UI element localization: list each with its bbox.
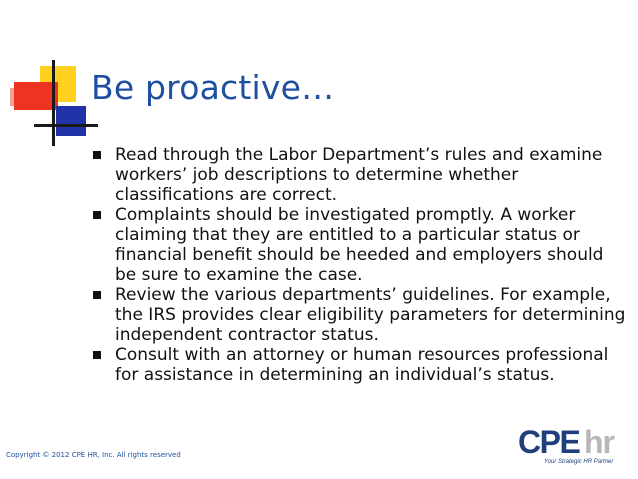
- bullet-text: Complaints should be investigated promptly. A worker claiming that they are entitled to a particular status or financial benefit should be heeded and employers should be sure to examine the case.: [115, 205, 604, 285]
- copyright-notice: Copyright © 2012 CPE HR, Inc. All rights reserved: [6, 451, 181, 459]
- bullet-item: [91, 145, 626, 205]
- slide-title: Be proactive…: [91, 68, 335, 107]
- bullet-text: Review the various departments’ guidelines. For example, the IRS provides clear eligibility parameters for determining independent contractor status.: [115, 285, 626, 345]
- square-bullet-icon: [93, 211, 101, 219]
- bullet-list: [91, 145, 626, 385]
- logo-wordmark-hr: hr: [584, 424, 614, 460]
- decorative-horizontal-line: [34, 124, 98, 127]
- square-bullet-icon: [93, 291, 101, 299]
- square-bullet-icon: [93, 351, 101, 359]
- bullet-text: Consult with an attorney or human resources professional for assistance in determining an individual’s status.: [115, 345, 609, 385]
- logo-tagline: Your Strategic HR Partner: [544, 459, 614, 465]
- decorative-blue-square: [56, 106, 86, 136]
- bullet-item: [91, 285, 626, 345]
- bullet-text: Read through the Labor Department’s rules and examine workers’ job descriptions to determine whether classifications are correct.: [115, 145, 603, 205]
- bullet-item: [91, 205, 626, 285]
- square-bullet-icon: [93, 151, 101, 159]
- logo-wordmark-cpe: CPE: [518, 424, 580, 460]
- company-logo: [518, 425, 622, 471]
- bullet-item: [91, 345, 626, 385]
- decorative-vertical-line: [52, 60, 55, 146]
